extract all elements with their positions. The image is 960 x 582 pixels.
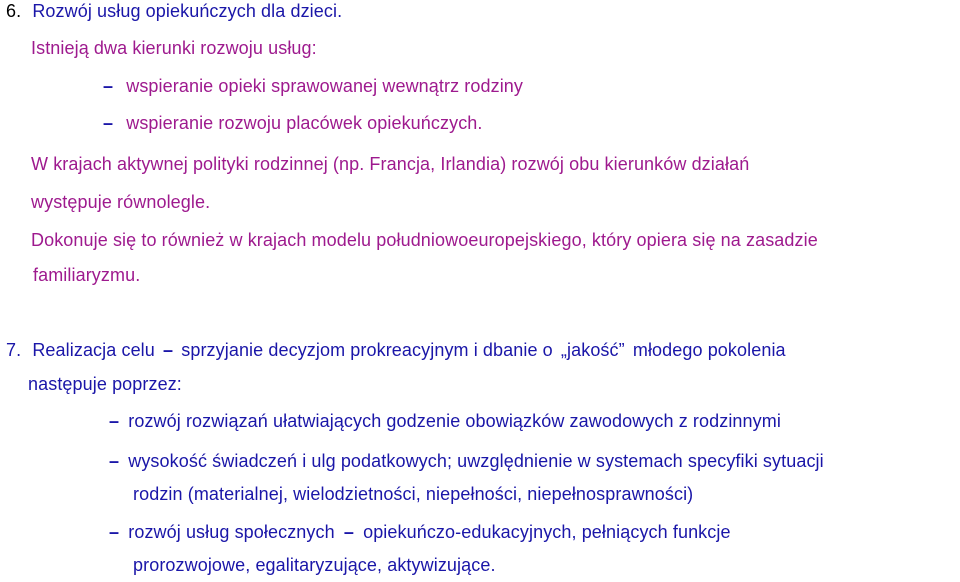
section-6-title: Rozwój usług opiekuńczych dla dzieci. <box>32 1 343 21</box>
section-7-bullet-3-text-1: rozwój usług społecznych <box>128 522 335 542</box>
section-6-para-2-line-1: Dokonuje się to również w krajach modelu południowoeuropejskiego, który opiera się na zasadzie <box>31 230 818 250</box>
section-7-bullet-1 <box>109 410 781 432</box>
section-6-para-2-line-2: familiaryzmu. <box>33 265 141 285</box>
section-7-number: 7. <box>6 340 22 360</box>
section-7-line-1 <box>6 339 786 361</box>
section-7-line-2: następuje poprzez: <box>28 374 182 394</box>
bullet-dash-icon: – <box>103 113 114 133</box>
section-7-text-part-2: sprzyjanie decyzjom prokreacyjnym i dbanie o <box>181 340 553 360</box>
section-6-number: 6. <box>6 1 22 21</box>
bullet-dash-icon: – <box>109 411 120 431</box>
bullet-dash-icon: – <box>109 451 120 471</box>
section-6-bullet-1-text: wspieranie opieki sprawowanej wewnątrz rodziny <box>126 76 524 96</box>
section-7-bullet-2-line-1 <box>109 450 824 472</box>
section-6-intro: Istnieją dwa kierunki rozwoju usług: <box>31 38 317 58</box>
section-7-bullet-2-text-1: wysokość świadczeń i ulg podatkowych; uwzględnienie w systemach specyfiki sytuacji <box>128 451 824 471</box>
section-7-quote: „jakość” <box>560 340 625 360</box>
bullet-dash-icon: – <box>109 522 120 542</box>
section-6-bullet-2 <box>103 112 483 134</box>
section-7-bullet-3-line-1 <box>109 521 731 543</box>
section-6-para-1-line-1: W krajach aktywnej polityki rodzinnej (np. Francja, Irlandia) rozwój obu kierunków działań <box>31 154 750 174</box>
section-7-bullet-3-text-2: opiekuńczo-edukacyjnych, pełniących funkcje <box>363 522 731 542</box>
inline-dash-icon: – <box>163 340 174 360</box>
section-7-bullet-3-line-2: prorozwojowe, egalitaryzujące, aktywizujące. <box>133 555 496 575</box>
section-6-bullet-2-text: wspieranie rozwoju placówek opiekuńczych. <box>126 113 483 133</box>
section-7-bullet-1-text: rozwój rozwiązań ułatwiających godzenie obowiązków zawodowych z rodzinnymi <box>128 411 781 431</box>
bullet-dash-icon: – <box>103 76 114 96</box>
section-7-text-part-3: młodego pokolenia <box>632 340 786 360</box>
section-7-text-part-1: Realizacja celu <box>32 340 155 360</box>
section-6-heading <box>6 0 342 22</box>
inline-dash-icon: – <box>343 522 354 542</box>
section-6-para-1-line-2: występuje równolegle. <box>31 192 211 212</box>
section-6-bullet-1 <box>103 75 523 97</box>
section-7-bullet-2-line-2: rodzin (materialnej, wielodzietności, niepełności, niepełnosprawności) <box>133 484 694 504</box>
